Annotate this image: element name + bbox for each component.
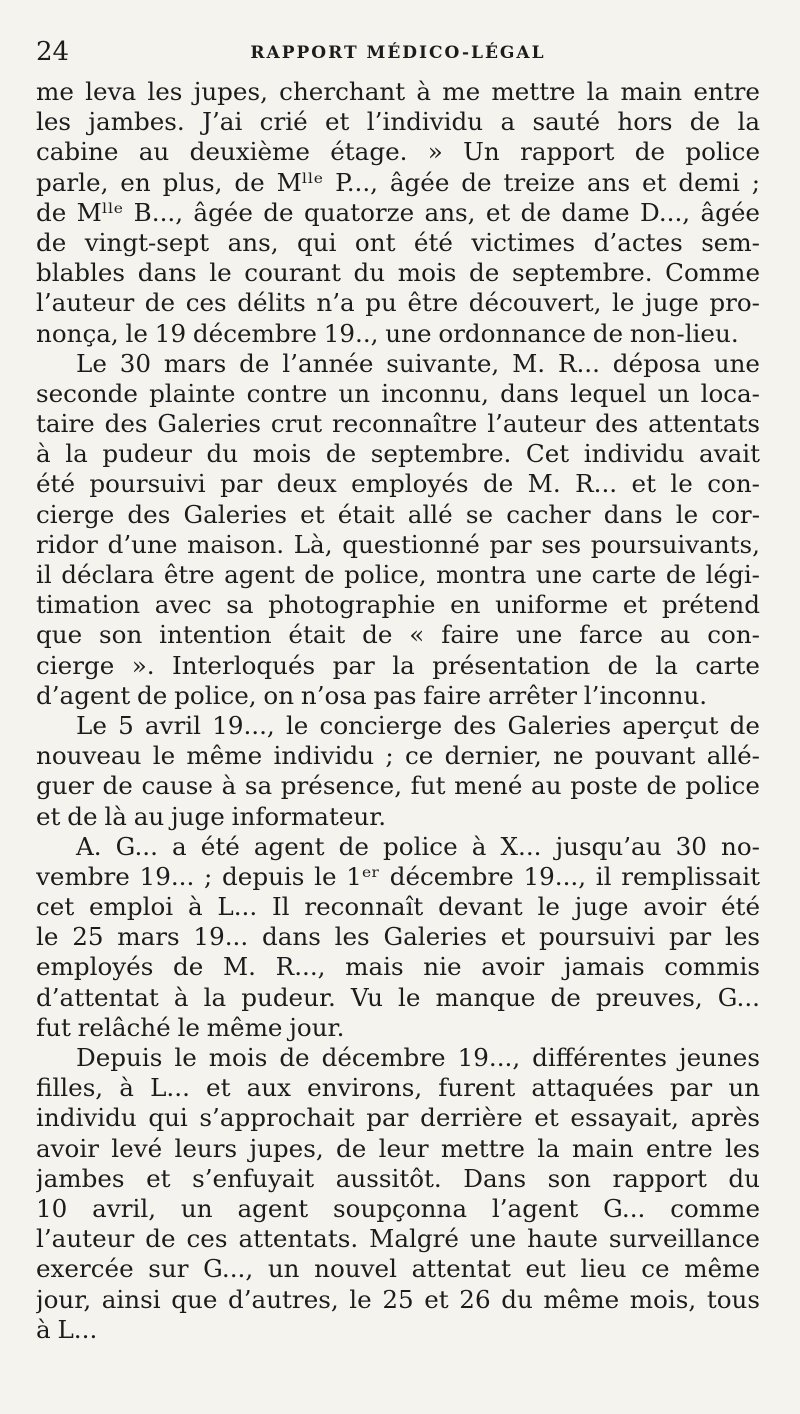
text-line: que son intention était de « faire une farce au con- — [36, 620, 760, 650]
text-line: le 25 mars 19... dans les Galeries et poursuivi par les — [36, 922, 760, 952]
text-line: Depuis le mois de décembre 19..., différentes jeunes — [76, 1043, 760, 1072]
text-line: jambes et s’enfuyait aussitôt. Dans son rapport du — [36, 1163, 760, 1193]
text-line: cet emploi à L... Il reconnaît devant le juge avoir été — [36, 892, 760, 922]
body-text — [36, 77, 760, 1345]
page-header — [36, 36, 760, 68]
text-line: de vingt-sept ans, qui ont été victimes d’actes sem- — [36, 227, 760, 257]
text-line: Le 30 mars de l’année suivante, M. R... déposa une — [76, 348, 760, 378]
text-line: d’attentat à la pudeur. Vu le manque de preuves, G... — [36, 982, 760, 1012]
text-line: blables dans le courant du mois de septembre. Comme — [36, 258, 760, 288]
text-line: cabine au deuxième étage. » Un rapport de police — [36, 137, 760, 167]
text-line: à la pudeur du mois de septembre. Cet individu avait — [36, 439, 760, 469]
text-line: exercée sur G..., un nouvel attentat eut lieu ce même — [36, 1254, 760, 1284]
text-line: et de là au juge informateur. — [36, 801, 387, 831]
text-line: de Mˡˡᵉ B..., âgée de quatorze ans, et de dame D..., âgée — [36, 197, 760, 227]
text-line: ridor d’une maison. Là, questionné par ses poursuivants, — [36, 529, 760, 559]
text-line: 10 avril, un agent soupçonna l’agent G... comme — [36, 1193, 760, 1223]
text-line: guer de cause à sa présence, fut mené au poste de police — [36, 771, 760, 801]
text-line: A. G... a été agent de police à X... jusqu’au 30 no- — [76, 831, 760, 861]
text-line: l’auteur de ces délits n’a pu être découvert, le juge pro- — [36, 288, 760, 318]
text-line: nouveau le même individu ; ce dernier, ne pouvant allé- — [36, 741, 760, 771]
running-head: RAPPORT MÉDICO-LÉGAL — [250, 43, 546, 63]
text-line: taire des Galeries crut reconnaître l’auteur des attentats — [36, 409, 760, 439]
text-line: individu qui s’approchait par derrière et essayait, après — [36, 1103, 760, 1133]
text-line: me leva les jupes, cherchant à me mettre la main entre — [36, 77, 760, 106]
text-line: employés de M. R..., mais nie avoir jamais commis — [36, 952, 760, 982]
text-line: cierge des Galeries et était allé se cacher dans le cor- — [36, 499, 760, 529]
text-line: Le 5 avril 19..., le concierge des Galeries aperçut de — [76, 710, 760, 740]
text-line: cierge ». Interloqués par la présentation de la carte — [36, 650, 760, 680]
page-number: 24 — [36, 37, 70, 67]
text-line: seconde plainte contre un inconnu, dans lequel un loca- — [36, 378, 760, 408]
text-line: vembre 19... ; depuis le 1ᵉʳ décembre 19..., il remplissait — [36, 861, 760, 891]
text-line: filles, à L... et aux environs, furent attaquées par un — [36, 1073, 760, 1103]
text-line: timation avec sa photographie en uniforme et prétend — [36, 590, 760, 620]
text-line: avoir levé leurs jupes, de leur mettre la main entre les — [36, 1133, 760, 1163]
text-line: les jambes. J’ai crié et l’individu a sauté hors de la — [36, 107, 760, 137]
text-line: été poursuivi par deux employés de M. R... et le con- — [36, 469, 760, 499]
text-line: nonça, le 19 décembre 19.., une ordonnance de non-lieu. — [36, 318, 739, 348]
text-line: jour, ainsi que d’autres, le 25 et 26 du même mois, tous — [36, 1284, 760, 1314]
text-line: il déclara être agent de police, montra une carte de légi- — [36, 560, 760, 589]
text-line: l’auteur de ces attentats. Malgré une haute surveillance — [36, 1224, 760, 1254]
text-line: d’agent de police, on n’osa pas faire arrêter l’inconnu. — [36, 680, 708, 710]
text-line: parle, en plus, de Mˡˡᵉ P..., âgée de treize ans et demi ; — [36, 167, 760, 197]
text-line: à L... — [36, 1314, 98, 1344]
text-line: fut relâché le même jour. — [36, 1012, 345, 1042]
